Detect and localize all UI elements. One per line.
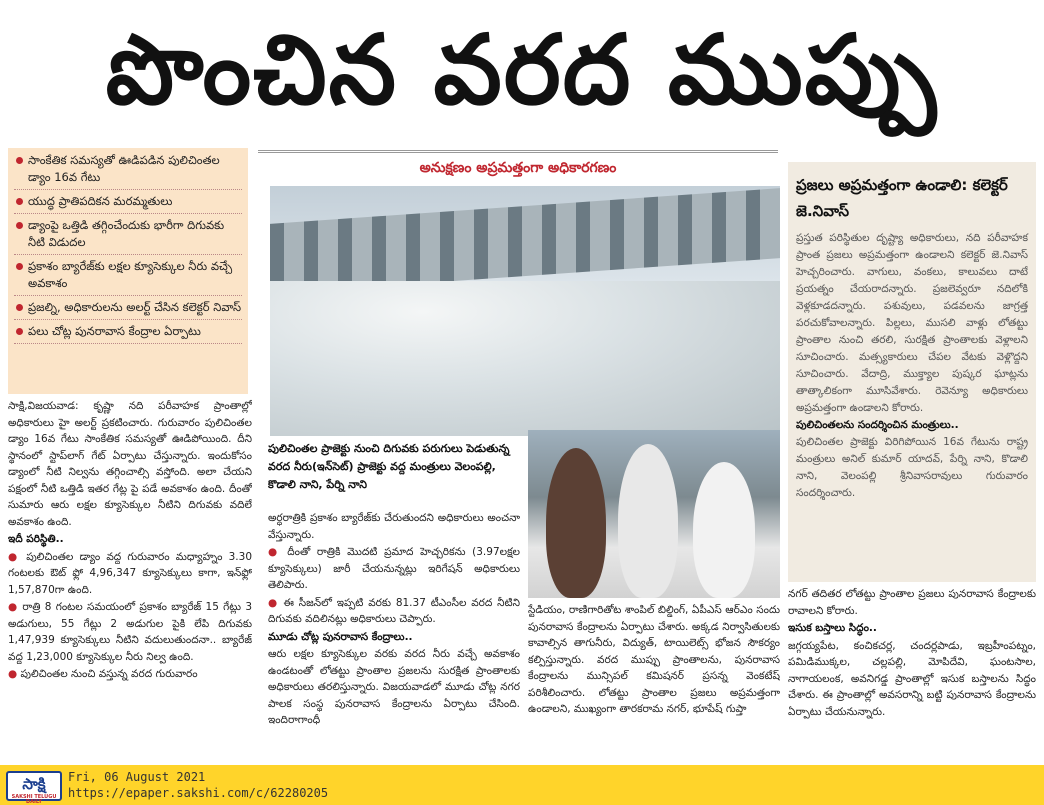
article-paragraph: సాక్షి,విజయవాడ: కృష్ణా నది పరీవాహక ప్రాంతాల్లో అధికారులు హై అలర్ట్‌ ప్రకటించారు. గురువారం పులిచింతల డ్యాం 16వ గేటు సాంకేతిక సమస్యతో ఊడిపోయింది. దీని స్థానంలో స్టాప్‌లాగ్‌ గేట్‌ ఏర్పాటు చేస్తున్నారు. ఇందుకోసం డ్యాంలో నీటి నిల్వను తగ్గించాల్సి వస్తోంది. అలా చేయని పక్షంలో నీటి ఒత్తిడి ఇతర గేట్ల పై పడే అవకాశం ఉంది. దీంతో సుమారు ఆరు లక్షల క్యూసెక్కుల నీటిని దిగువకు వదిలే అవకాశం ఉంది. xyxy=(8,400,252,528)
sakshi-logo: సాక్షి SAKSHI TELUGU DAILY xyxy=(6,771,62,801)
article-paragraph: ● పులిచింతల నుంచి వస్తున్న వరద గురువారం xyxy=(8,668,198,680)
sidebox-body xyxy=(796,230,1028,502)
ministers-inset-photo xyxy=(528,430,780,598)
photo-caption: పులిచింతల ప్రాజెక్టు నుంచి దిగువకు పరుగులు పెడుతున్న వరద నీరు(ఇన్‌సెట్‌) ప్రాజెక్టు వద్ద మంత్రులు వెలంపల్లి, కొడాలి నాని, పేర్ని నాని xyxy=(268,442,510,491)
subheading: ఇసుక బస్తాలు సిద్ధం.. xyxy=(788,622,877,634)
article-paragraph: పులిచింతల ప్రాజెక్టు విరిగిపోయిన 16వ గేటును రాష్ట్ర మంత్రులు అనిల్‌ కుమార్‌ యాదవ్‌, పేర్ని నాని, కొడాలి నాని, వెలంపల్లి శ్రీనివాసరావులు గురువారం సందర్శించారు. xyxy=(796,436,1028,499)
headline: పొంచిన వరద ముప్పు xyxy=(105,14,939,126)
person xyxy=(546,448,606,598)
key-points-box xyxy=(8,148,248,394)
key-point: పలు చోట్ల పునరావాస కేంద్రాల ఏర్పాటు xyxy=(14,323,242,344)
article-paragraph: ● పులిచింతల డ్యాం వద్ద గురువారం మధ్యాహ్నం 3.30 గంటలకు ఔట్‌ ఫ్లో 4,96,347 క్యూసెక్కులు కాగా, ఇన్‌ఫ్లో 1,57,870గా ఉంది. xyxy=(8,550,252,596)
subheading: ఇదీ పరిస్థితి.. xyxy=(8,533,64,545)
bullet-dot-icon: ● xyxy=(8,601,23,613)
bullet-dot-icon: ● xyxy=(268,546,288,558)
sidebox-title: ప్రజలు అప్రమత్తంగా ఉండాలి: కలెక్టర్‌ జె.నివాస్‌ xyxy=(796,176,1008,220)
key-point: ప్రకాశం బ్యారేజ్‌కు లక్షల క్యూసెక్కుల నీరు వచ్చే అవకాశం xyxy=(14,258,242,296)
photo-section-heading: అనుక్షణం అప్రమత్తంగా అధికారగణం xyxy=(258,150,778,180)
article-paragraph: ● దీంతో రాత్రికి మొదటి ప్రమాద హెచ్చరికను (3.97లక్షల క్యూసెక్కులు) జారీ చేయనున్నట్లు ఇరిగేషన్‌ అధికారులు తెలిపారు. xyxy=(268,546,520,591)
bullet-dot-icon: ● xyxy=(8,550,27,563)
article-paragraph: స్టేడియం, రాణిగారితోట శాంపిల్‌ బిల్డింగ్‌, ఏపీఎస్‌ ఆర్‌ఎం సందు పునరావాస కేంద్రాలను ఏర్పాటు చేశారు. అక్కడ నిర్వాసితులకు కావాల్సిన తాగునీరు, విద్యుత్‌, టాయిలెట్స్‌ భోజన సౌకర్యం కల్పిస్తున్నారు. వరద ముప్పు ప్రాంతాలను, పునరావాస కేంద్రాలను మున్సిపల్‌ కమిషనర్‌ ప్రసన్న వెంకటేష్‌ పరిశీలించారు. లోతట్టు ప్రాంతాల ప్రజలు అప్రమత్తంగా ఉండాలని, ముఖ్యంగా తారకరామ నగర్‌, భూపేష్‌ గుప్తా xyxy=(528,604,780,715)
bullet-dot-icon: ● xyxy=(8,668,21,680)
subheading: పులిచింతలను సందర్శించిన మంత్రులు.. xyxy=(796,419,959,431)
article-paragraph: ఆరు లక్షల క్యూసెక్కుల వరకు వరద నీరు వచ్చే అవకాశం ఉండటంతో లోతట్టు ప్రాంతాల ప్రజలను సురక్షిత ప్రాంతాలకు అధికారులు తరలిస్తున్నారు. విజయవాడలో మూడు చోట్ల నగర పాలక సంస్థ పునరావాస కేంద్రాలను ఏర్పాటు చేసింది. ఇందిరాగాంధీ xyxy=(268,648,520,726)
article-column-3 xyxy=(528,602,780,762)
epaper-url[interactable]: https://epaper.sakshi.com/c/62280205 xyxy=(68,786,329,800)
article-paragraph: నగర్‌ తదితర లోతట్టు ప్రాంతాల ప్రజలు పునరావాస కేంద్రాలకు రావాలని కోరారు. xyxy=(788,588,1036,617)
article-paragraph: ● రాత్రి 8 గంటల సమయంలో ప్రకాశం బ్యారేజ్‌ 15 గేట్లు 3 అడుగులు, 55 గేట్లు 2 అడుగుల పైకి లేపి దిగువకు 1,47,939 క్యూసెక్కులు నీటిని వదులుతుందనా.. బ్యారేజ్‌ వద్ద 1,23,000 క్యూసెక్కుల నీరు నిల్వ ఉంది. xyxy=(8,601,252,663)
article-column-1 xyxy=(8,398,252,760)
key-point: యుద్ధ ప్రాతిపదికన మరమ్మతులు xyxy=(14,193,242,214)
key-point: డ్యాంపై ఒత్తిడి తగ్గించేందుకు భారీగా దిగువకు నీటి విడుదల xyxy=(14,217,242,255)
bullet-dot-icon: ● xyxy=(268,596,284,609)
dam-wall xyxy=(270,188,780,294)
dam-flood-photo xyxy=(270,186,780,436)
article-paragraph: ● ఈ సీజన్‌లో ఇప్పటి వరకు 81.37 టీఎంసీల వరద నీటిని దిగువకు వదిలినట్లు అధికారులు చెప్పారు. xyxy=(268,596,520,625)
article-column-4 xyxy=(788,586,1036,762)
article-column-2 xyxy=(268,510,520,762)
subheading: మూడు చోట్ల పునరావాస కేంద్రాలు.. xyxy=(268,630,413,643)
key-point: ప్రజల్ని, అధికారులను అలర్ట్‌ చేసిన కలెక్టర్‌ నివాస్‌ xyxy=(14,299,242,320)
article-paragraph: జగ్గయ్యపేట, కంచికచర్ల, చందర్లపాడు, ఇబ్రహీంపట్నం, పమిడిముక్కల, చల్లపల్లి, మోపిదేవి, ఘంటసాల, నాగాయలంక, అవనిగడ్డ ప్రాంతాల్లో ఇసుక బస్తాలను సిద్ధం చేశారు. ఈ ప్రాంతాల్లో అవసరాన్ని బట్టి పునరావాస కేంద్రాలను ఏర్పాటు చేయనున్నారు. xyxy=(788,639,1036,718)
footer-bar xyxy=(0,765,1044,805)
person xyxy=(618,444,678,598)
footer-meta xyxy=(68,769,328,801)
article-paragraph: అర్ధరాత్రికి ప్రకాశం బ్యారేజ్‌కు చేరుతుందని అధికారులు అంచనా వేస్తున్నారు. xyxy=(268,512,520,541)
key-point: సాంకేతిక సమస్యతో ఊడిపడిన పులిచింతల డ్యాం 16వ గేటు xyxy=(14,152,242,190)
flood-water xyxy=(270,281,780,436)
article-paragraph: ప్రస్తుత పరిస్థితుల దృష్ట్యా అధికారులు, నది పరీవాహక ప్రాంత ప్రజలు అప్రమత్తంగా ఉండాలని కలెక్టర్‌ జె.నివాస్‌ హెచ్చరించారు. వాగులు, వంకలు, కాలువలు దాటే ప్రయత్నం చేయరాదన్నారు. ప్రజలెవ్వరూ నదిలోకి వెళ్లకూడదన్నారు. పశువులు, పడవలను జాగ్రత్త పరచుకోవాలన్నారు. పిల్లలు, ముసలి వాళ్లు లోతట్టు ప్రాంతాల నుంచి తరలి, సురక్షిత ప్రాంతాలకు వెళ్లాలని సూచించారు. మత్స్యకారులు చేపల వేటకు వెళ్లొద్దని సూచించారు. వేదాద్రి, ముక్త్యాల పుష్కర ఘాట్లను తాత్కాలికంగా మూసివేశారు. రెవెన్యూ అధికారులు అప్రమత్తంగా ఉండాలని కోరారు. xyxy=(796,232,1028,414)
person xyxy=(693,462,755,598)
edition-date: Fri, 06 August 2021 xyxy=(68,770,206,784)
collector-sidebox xyxy=(788,162,1036,582)
